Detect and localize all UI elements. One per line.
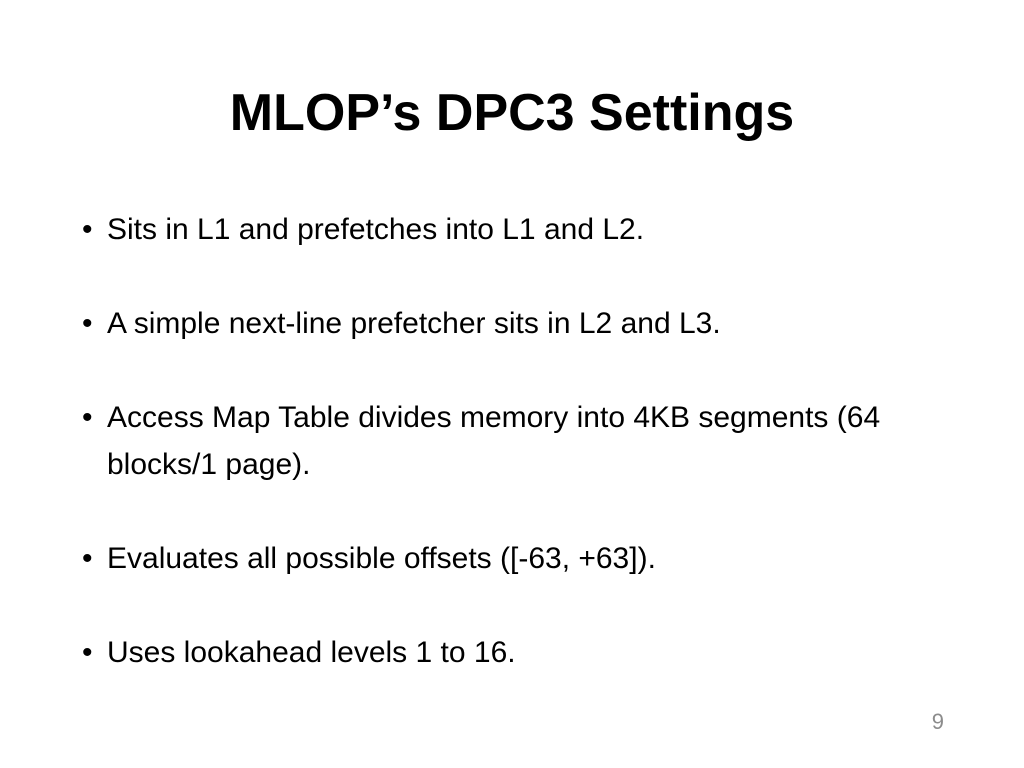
bullet-item xyxy=(82,629,942,676)
bullet-text: A simple next-line prefetcher sits in L2 and L3. xyxy=(107,307,721,340)
bullet-item xyxy=(82,206,942,253)
slide-title: MLOP’s DPC3 Settings xyxy=(229,84,795,142)
bullet-item xyxy=(82,394,942,488)
bullet-list xyxy=(82,206,942,676)
bullet-marker: • xyxy=(82,401,93,434)
bullet-marker: • xyxy=(82,307,93,340)
page-number: 9 xyxy=(931,709,944,734)
bullet-marker: • xyxy=(82,213,93,246)
bullet-marker: • xyxy=(82,636,93,669)
bullet-marker: • xyxy=(82,542,93,575)
bullet-text: Evaluates all possible offsets ([-63, +63]). xyxy=(107,542,656,575)
bullet-text: Uses lookahead levels 1 to 16. xyxy=(107,636,516,669)
bullet-text: Sits in L1 and prefetches into L1 and L2. xyxy=(107,213,645,246)
bullet-text: Access Map Table divides memory into 4KB segments (64 blocks/1 page). xyxy=(107,401,881,481)
bullet-item xyxy=(82,300,942,347)
bullet-item xyxy=(82,535,942,582)
